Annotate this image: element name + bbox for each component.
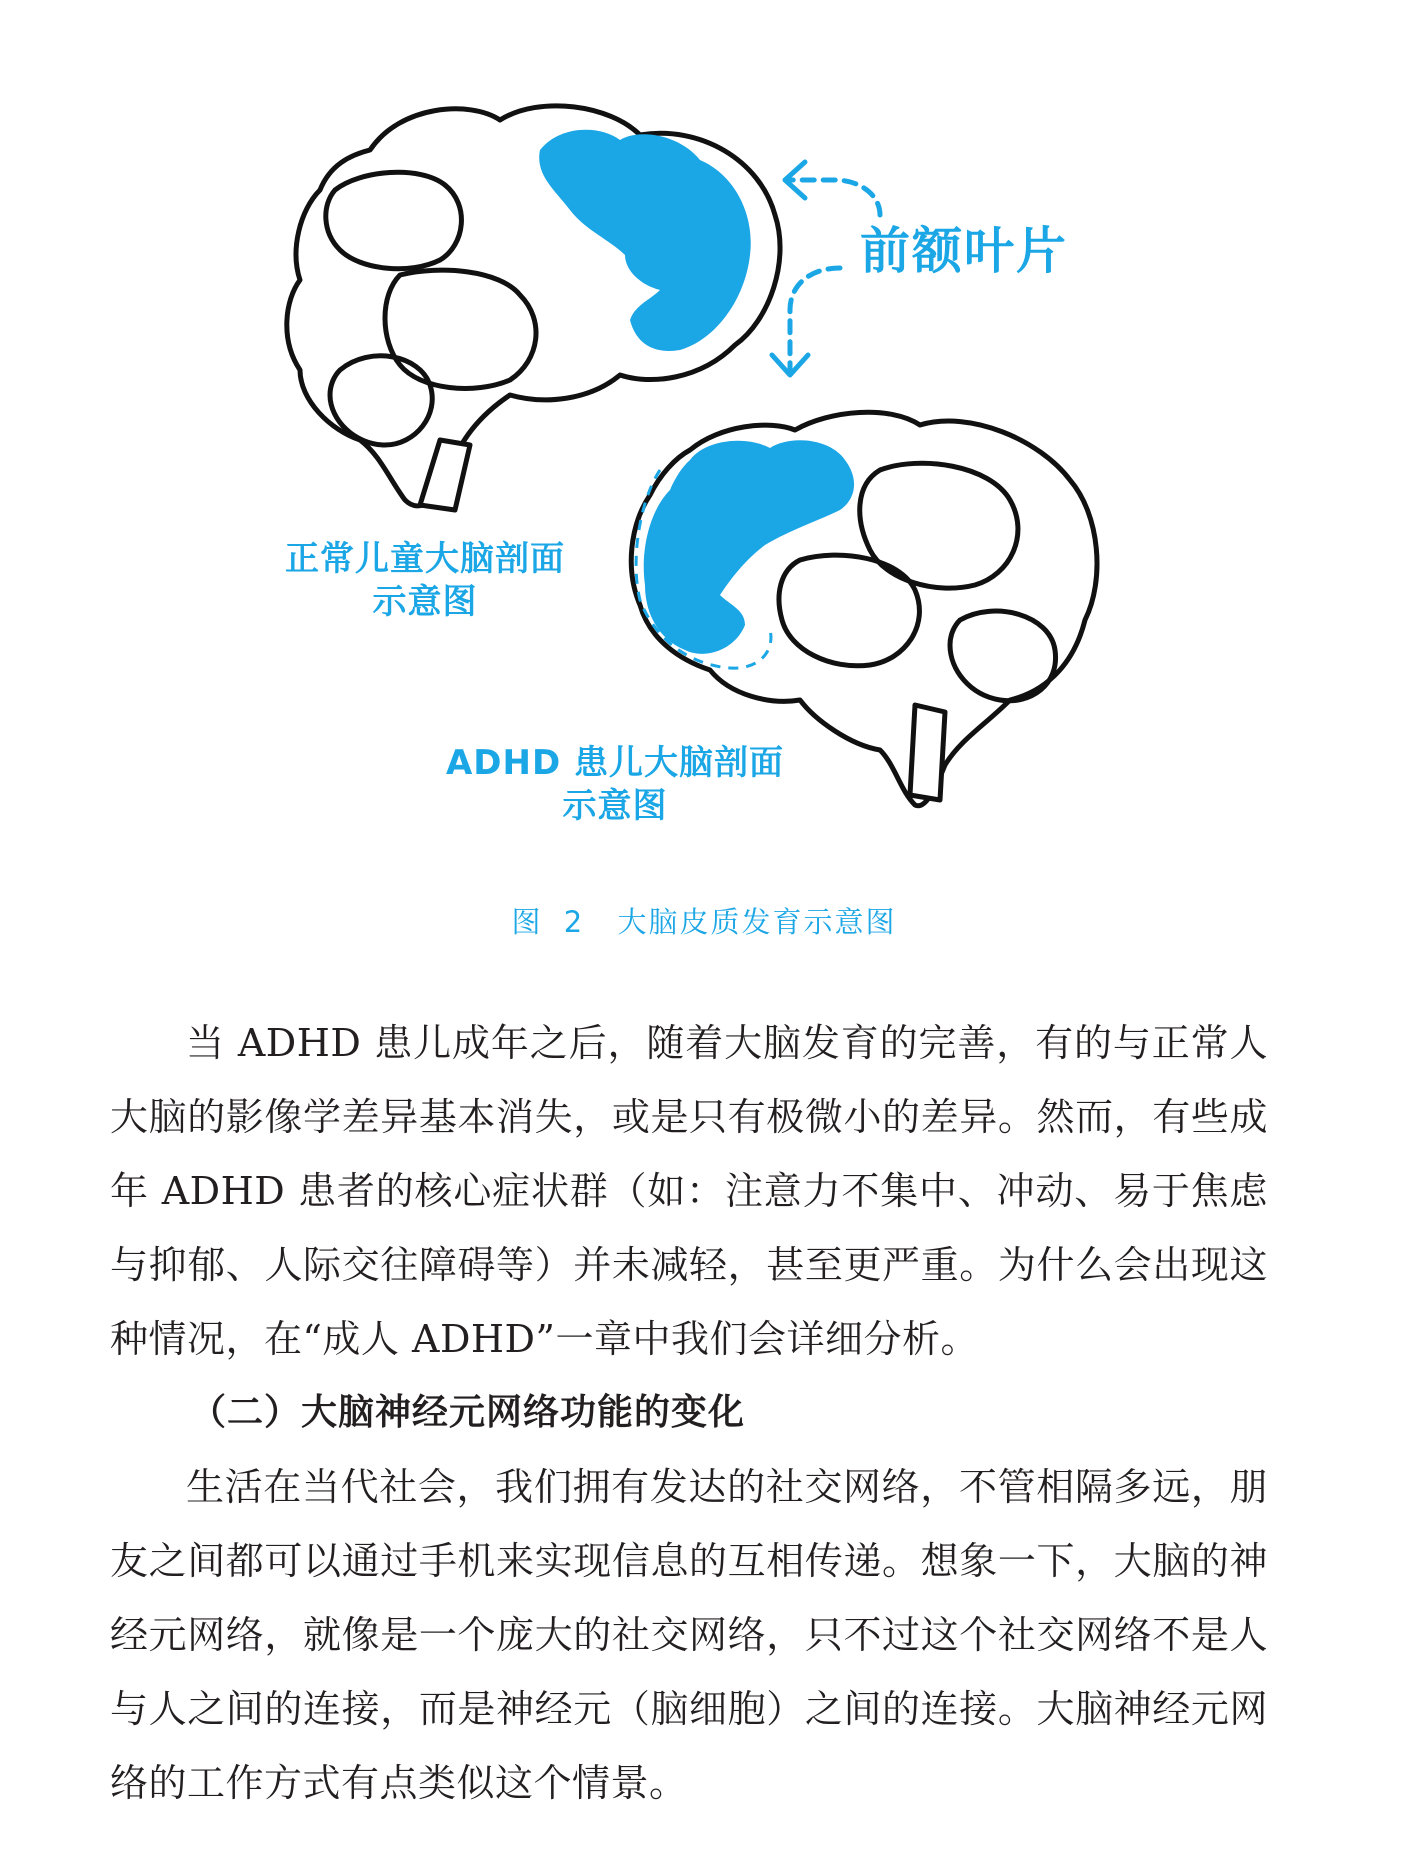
adhd-brain-stem xyxy=(910,705,945,800)
arrow-to-adhd-lobe xyxy=(790,268,840,370)
caption-prefix: 图 xyxy=(511,905,543,939)
paragraph-adhd-adulthood: 当 ADHD 患儿成年之后，随着大脑发育的完善，有的与正常人大脑的影像学差异基本消失，或是只有极微小的差异。然而，有些成年 ADHD 患者的核心症状群（如：注意力不集中、冲动、易于焦虑与抑郁、人际交往障碍等）并未减轻，甚至更严重。为什么会出现这种情况，在“成人 ADHD”一章中我们会详细分析。 xyxy=(110,1021,1268,1361)
adhd-brain-label-line2: 示意图 xyxy=(562,785,668,826)
brain-cortex-figure xyxy=(0,0,1408,860)
caption-number: 2 xyxy=(563,905,585,939)
prefrontal-lobe-label: 前额叶片 xyxy=(860,222,1068,280)
adhd-brain-label xyxy=(445,742,785,827)
brain-illustration xyxy=(0,0,1408,860)
normal-brain-label-line1: 正常儿童大脑剖面 xyxy=(285,539,565,579)
normal-brain-label-line2: 示意图 xyxy=(372,581,478,622)
figure-caption xyxy=(0,900,1408,941)
adhd-brain-label-line1: ADHD 患儿大脑剖面 xyxy=(445,743,785,783)
paragraph-neuron-network: 生活在当代社会，我们拥有发达的社交网络，不管相隔多远，朋友之间都可以通过手机来实现信息的互相传递。想象一下，大脑的神经元网络，就像是一个庞大的社交网络，只不过这个社交网络不是人与人之间的连接，而是神经元（脑细胞）之间的连接。大脑神经元网络的工作方式有点类似这个情景。 xyxy=(110,1465,1268,1805)
section-heading: （二）大脑神经元网络功能的变化 xyxy=(190,1392,746,1433)
caption-title: 大脑皮质发育示意图 xyxy=(617,905,897,939)
body-text xyxy=(110,1006,1268,1820)
normal-brain-label xyxy=(270,538,580,623)
